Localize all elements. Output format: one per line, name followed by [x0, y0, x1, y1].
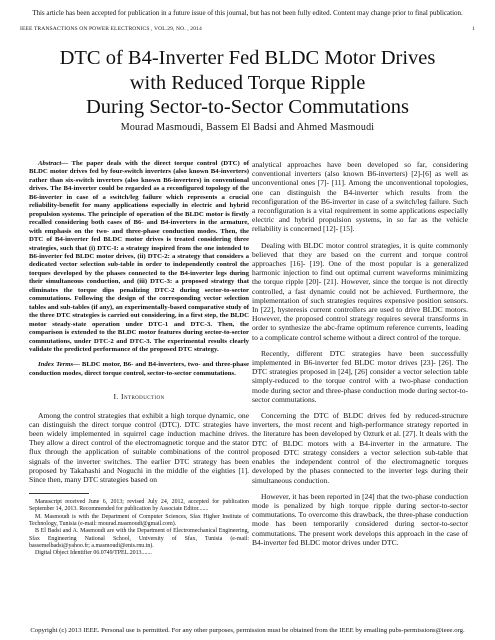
footnote: Manuscript received June 6, 2013; revised July 24, 2012, accepted for publication September 14, 2013. Recommended for publication by Associate Editor.......	[29, 499, 249, 513]
left-column	[29, 160, 249, 558]
index-terms	[29, 361, 249, 378]
index-terms-label: Index Terms	[38, 361, 74, 369]
body-paragraph: Recently, different DTC strategies have been successfully implemented in B6-inverter fed BLDC motor drives [23]- [26]. The DTC strategies proposed in [24], [26] consider a vector selection table simply-reduced to the torque control with a two-phase conduction mode during sector and three-phase conduction mode during sector-to-sector commutations.	[252, 348, 468, 404]
section-number: I.	[113, 392, 119, 402]
running-header	[20, 25, 475, 34]
footnote-divider	[29, 493, 89, 494]
title-line: DTC of B4-Inverter Fed BLDC Motor Drives	[59, 47, 436, 69]
footnote: B El Badsi and A. Masmoudi are with the Department of Electromechanical Engineering, Sfax Engineering National School, University of Sfax, Tunisia (e-mail: bassemelbadsi@yahoo.fr; a.masmoudi@enis.rnu.tn).	[29, 528, 249, 549]
body-paragraph: Concerning the DTC of BLDC drives fed by reduced-structure inverters, the most recent and high-performance strategy reported in the literature has been developed by Ozturk et al. [27]. It deals with the DTC of BLDC motors with a B4-inverter in the armature. The proposed DTC strategy considers a vector selection sub-table that enables the independent control of the electromagnetic torques developed by the phases connected to the inverter legs during their simultaneous conduction.	[252, 411, 468, 485]
body-paragraph: Dealing with BLDC motor control strategies, it is quite commonly believed that they are based on the current and torque control approaches [16]- [19]. One of the most popular is a generalized harmonic injection to find out optimal current waveforms minimizing the torque ripple [20]- [21]. However, since the torque is not directly controlled, a fast dynamic could not be achieved. Furthermore, the implementation of such strategies requires expensive position sensors. In [22], hysteresis current controllers are used to drive BLDC motors. However, the proposed control strategy requires several transforms in order to synthesize the abc-frame optimum reference currents, leading to a complicate control scheme without a direct control of the torque.	[252, 240, 468, 342]
journal-name: IEEE TRANSACTIONS ON POWER ELECTRONICS , VOL.29, NO. , 2014	[20, 26, 202, 32]
page-number: 1	[472, 26, 475, 32]
footnote: M. Masmoudi is with the Department of Computer Sciences, Sfax Higher Institute of Technology, Tunisia (e-mail: mourad.masmoudi@gmail.com).	[29, 513, 249, 528]
right-column	[252, 160, 468, 547]
footnotes	[29, 499, 249, 557]
paper-title	[0, 46, 495, 120]
acceptance-notice: This article has been accepted for publication in a future issue of this journal, but has not been fully edited. Content may change prior to final publication.	[32, 9, 463, 17]
footnote: Digital Object Identifier 06.0749/TPEL.2013.......	[35, 550, 152, 557]
author-list: Mourad Masmoudi, Bassem El Badsi and Ahmed Masmoudi	[120, 122, 375, 133]
title-line: with Reduced Torque Ripple	[129, 71, 366, 94]
copyright-footer: Copyright (c) 2013 IEEE. Personal use is permitted. For any other purposes, permission must be obtained from the IEEE by emailing pubs-permissions@ieee.org.	[30, 627, 465, 634]
index-terms-text: — BLDC motor, B6- and B4-inverters, two- and three-phase conduction modes, direct torque control, sector-to-sector commutations.	[29, 361, 249, 377]
section-heading	[29, 392, 249, 401]
abstract	[29, 160, 249, 354]
title-line: During Sector-to-Sector Commutations	[86, 96, 409, 118]
abstract-text: — The paper deals with the direct torque control (DTC) of BLDC motor drives fed by four-switch inverters (also known B4-inverters) rather than six-switch inverters (also known B6-inverters) in conventional drives. The B4-inverter could be regarded as a reconfigured topology of the B6-inverter in case of a switch/leg failure which represents a crucial reliability-benefit for many applications especially in electric and hybrid propulsion systems. The principle of operation of the BLDC motor is firstly recalled considering both cases of B6- and B4-inverters in the armature, with emphasis on the two- and three-phase conduction modes. Then, the DTC of B4-inverter fed BLDC motor drives is treated considering three strategies, such that (i) DTC-I: a strategy inspired from the one intended to B6-inverter fed BLDC motor drives, (ii) DTC-2: a strategy that considers a dedicated vector selection sub-table in order to independently control the torques developed by the phases connected to the B4-inverter legs during their simultaneous conduction, and (iii) DTC-3: a proposed strategy that eliminates the torque dips penalizing DTC-2 during sector-to-sector commutations. Following the design of the corresponding vector selection tables and sub-tables (if any), an experimentally-based comparative study of the three DTC strategies is carried out considering, in a first step, the BLDC motor steady-state operation under DTC-1 and DTC-3. Then, the comparison is extended to the BLDC motor features during sector-to-sector commutations, under DTC-2 and DTC-3. The experimental results clearly validate the predicted performance of the proposed DTC strategy.	[29, 160, 249, 353]
intro-paragraph: Among the control strategies that exhibit a high torque dynamic, one can distinguish the direct torque control (DTC). DTC strategies have been widely implemented in squirrel cage induction machine drives. They allow a direct control of the electromagnetic torque and the stator flux through the application of suitable combinations of the control signals of the inverter switches. The earlier DTC strategy has been proposed by Takahashi and Noguchi in the middle of the eighties [1]. Since then, many DTC strategies based on	[29, 410, 249, 484]
body-paragraph: analytical approaches have been developed so far, considering conventional inverters (also known B6-inverters) [2]-[6] as well as unconventional ones [7]- [11]. Among the unconventional topologies, one can distinguish the B4-inverter which results from the reconfiguration of the B6-inverter in case of a switch/leg failure. Such a reconfiguration is a vital requirement in some applications especially electric and hybrid propulsion systems, in so far as the vehicle reliability is concerned [12]- [15].	[252, 160, 468, 234]
abstract-label: Abstract	[38, 160, 62, 167]
body-paragraph: However, it has been reported in [24] that the two-phase conduction mode is penalized by high torque ripple during sector-to-sector commutations. To overcome this drawback, the three-phase conduction mode has been temporarily considered during sector-to-sector commutations. The present work develops this approach in the case of B4-inverter fed BLDC motor drives under DTC.	[252, 491, 468, 547]
section-title: Introduction	[121, 392, 165, 402]
